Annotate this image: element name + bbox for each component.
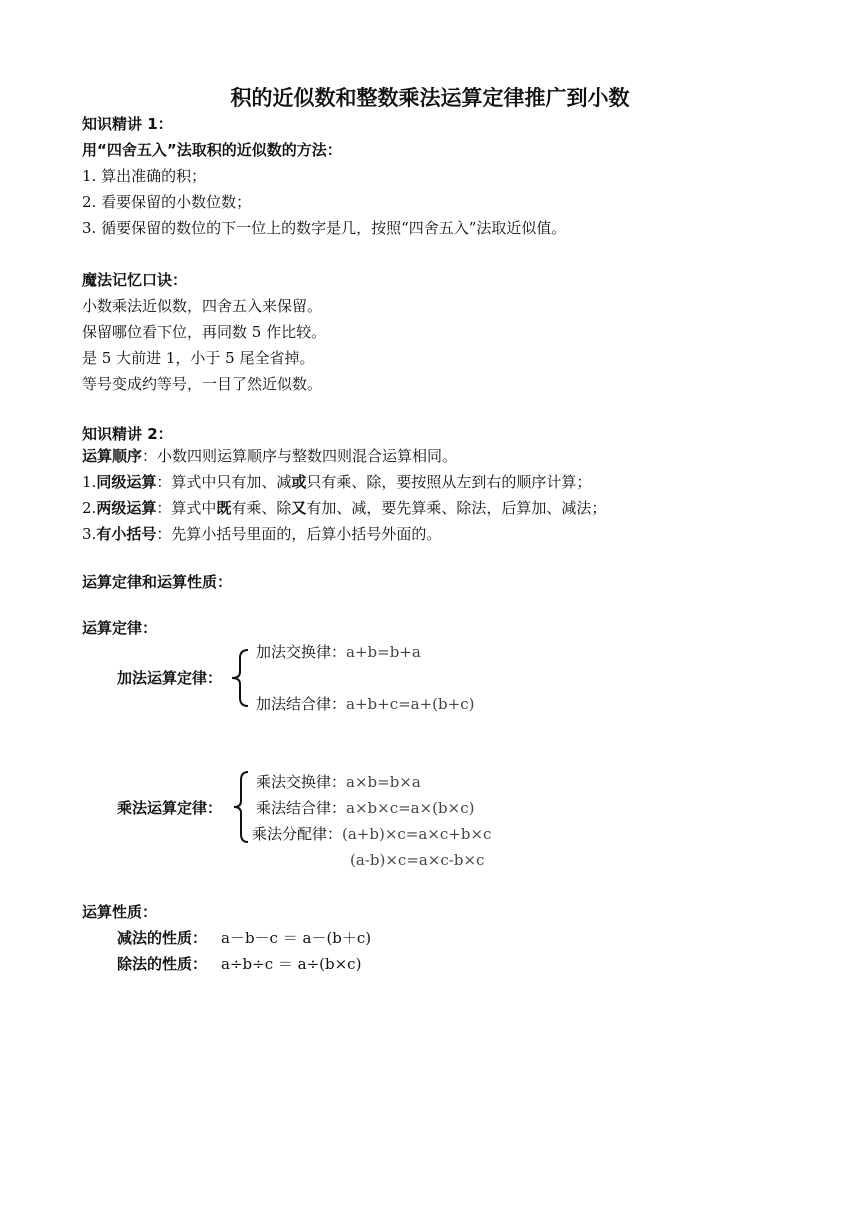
rule-label: 两级运算 [96, 499, 157, 517]
rule-num: 2. [82, 499, 97, 517]
addition-laws-label: 加法运算定律： [117, 669, 223, 687]
rule-text: 有乘、除 [231, 499, 292, 517]
distributive-subtraction-formula: (a-b)×c=a×c-b×c [350, 851, 485, 869]
mnemonic-line: 小数乘法近似数，四舍五入来保留。 [82, 297, 323, 315]
multiplication-laws-label: 乘法运算定律： [117, 799, 223, 817]
rule-1 [82, 472, 591, 492]
law-formula: a+b=b+a [346, 643, 421, 661]
rule-num: 3. [82, 525, 97, 543]
law-formula: a×b=b×a [346, 773, 421, 791]
subtraction-property [117, 928, 371, 948]
rule-label: 有小括号 [96, 525, 157, 543]
law-formula: (a+b)×c=a×c+b×c [342, 825, 492, 843]
property-formula: a－b－c ＝ a－(b＋c) [221, 929, 372, 947]
rule-keyword: 又 [291, 499, 307, 517]
laws-subheading: 运算定律： [82, 619, 158, 637]
step-2: 2. 看要保留的小数位数； [82, 193, 252, 211]
order-text: ：小数四则运算顺序与整数四则混合运算相同。 [142, 447, 458, 465]
law-name: 乘法结合律： [256, 799, 347, 817]
division-property [117, 954, 361, 974]
rule-text: ：先算小括号里面的，后算小括号外面的。 [156, 525, 442, 543]
order-line [82, 446, 457, 466]
addition-brace [228, 648, 252, 708]
rule-text: 有加、减，要先算乘、除法，后算加、减法； [306, 499, 607, 517]
step-1: 1. 算出准确的积； [82, 167, 207, 185]
mnemonic-line: 是 5 大前进 1，小于 5 尾全省掉。 [82, 349, 315, 367]
property-formula: a÷b÷c ＝ a÷(b×c) [221, 955, 362, 973]
rule-text: ：算式中只有加、减 [156, 473, 292, 491]
section1-subheading: 用“四舍五入”法取积的近似数的方法： [82, 141, 342, 159]
rule-text: 只有乘、除，要按照从左到右的顺序计算； [306, 473, 592, 491]
multiplication-brace [232, 770, 252, 844]
property-label: 除法的性质： [117, 955, 208, 973]
rule-3 [82, 524, 441, 544]
law-name: 乘法交换律： [256, 773, 347, 791]
rule-text: ：算式中 [156, 499, 217, 517]
property-label: 减法的性质： [117, 929, 208, 947]
multiplication-distributive [252, 824, 491, 844]
law-formula: a+b+c=a+(b+c) [346, 695, 475, 713]
law-formula: a×b×c=a×(b×c) [346, 799, 475, 817]
mnemonic-heading: 魔法记忆口诀： [82, 271, 188, 289]
rule-keyword: 或 [291, 473, 307, 491]
addition-commutative [256, 642, 421, 662]
mnemonic-line: 等号变成约等号，一目了然近似数。 [82, 375, 323, 393]
page-title: 积的近似数和整数乘法运算定律推广到小数 [230, 86, 630, 110]
properties-heading: 运算性质： [82, 903, 158, 921]
order-label: 运算顺序 [82, 447, 143, 465]
addition-associative [256, 694, 474, 714]
mnemonic-line: 保留哪位看下位，再同数 5 作比较。 [82, 323, 327, 341]
step-3: 3. 循要保留的数位的下一位上的数字是几，按照“四舍五入”法取近似值。 [82, 219, 567, 237]
section2-heading: 知识精讲 2： [82, 425, 173, 443]
law-name: 乘法分配律： [252, 825, 343, 843]
rule-2 [82, 498, 606, 518]
section1-heading: 知识精讲 1： [82, 115, 173, 133]
law-name: 加法交换律： [256, 643, 347, 661]
multiplication-associative [256, 798, 474, 818]
laws-heading: 运算定律和运算性质： [82, 573, 233, 591]
law-name: 加法结合律： [256, 695, 347, 713]
rule-num: 1. [82, 473, 97, 491]
rule-label: 同级运算 [96, 473, 157, 491]
multiplication-commutative [256, 772, 421, 792]
rule-keyword: 既 [216, 499, 232, 517]
